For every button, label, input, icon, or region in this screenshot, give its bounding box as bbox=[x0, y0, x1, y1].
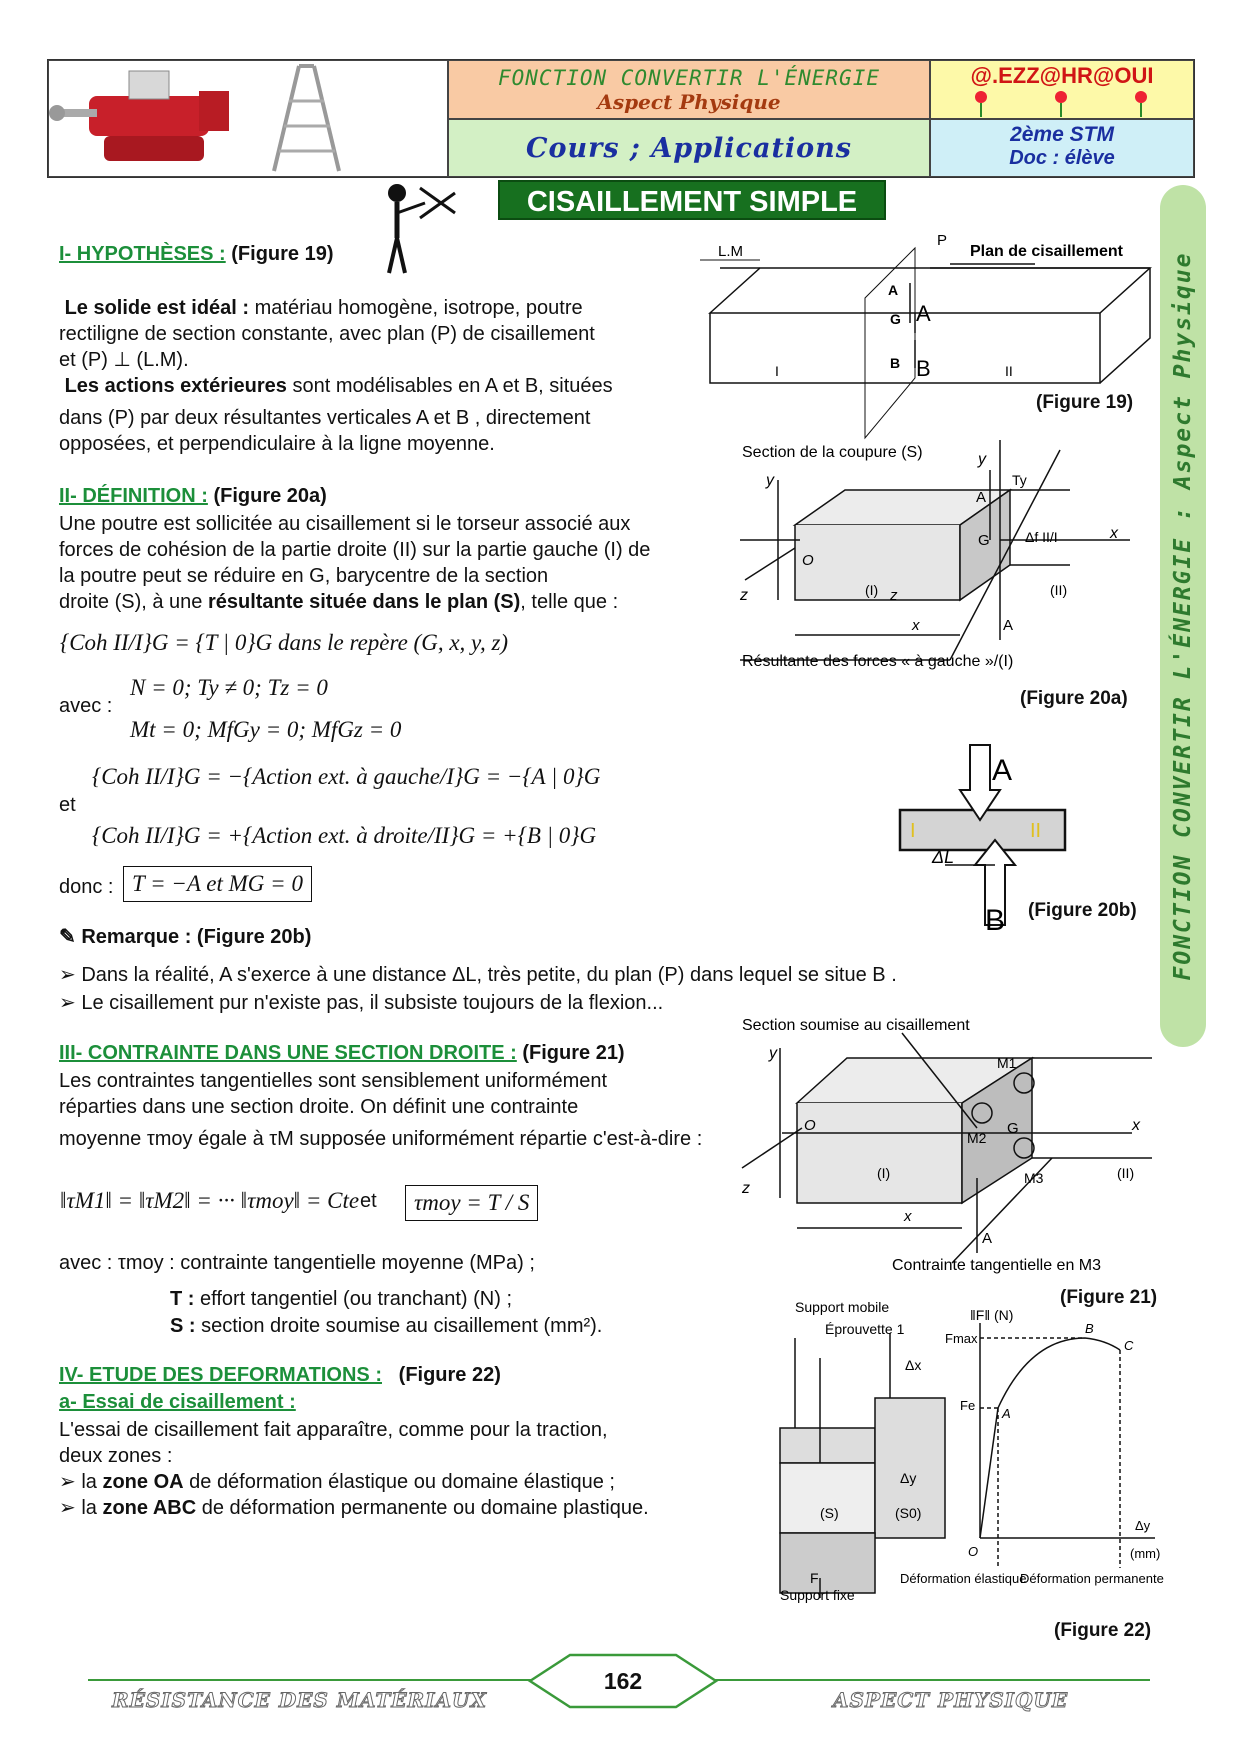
section-1-body bbox=[59, 295, 699, 457]
s3-T bbox=[170, 1286, 512, 1312]
fig22-xlabel: Δy bbox=[1135, 1518, 1151, 1533]
eq-gauche: {Coh II/I}G = −{Action ext. à gauche/I}G = −{A | 0}G bbox=[92, 764, 601, 789]
s3-T-label: T : bbox=[170, 1288, 195, 1310]
fig21-g: G bbox=[1007, 1120, 1019, 1137]
fig22-s: (S) bbox=[820, 1505, 839, 1521]
s1-t1: matériau homogène, isotrope, poutre bbox=[249, 297, 583, 319]
cours-title: Cours ; Applications bbox=[525, 133, 853, 164]
remarque-2: ➢ Le cisaillement pur n'existe pas, il subsiste toujours de la flexion... bbox=[59, 990, 663, 1016]
fig20a-section: Section de la coupure (S) bbox=[742, 444, 923, 461]
avec-label: avec : bbox=[59, 695, 113, 717]
fig20b-II: II bbox=[1030, 820, 1042, 842]
vise-ladder-icon bbox=[49, 61, 449, 178]
fig22-support-fixe: Support fixe bbox=[780, 1587, 855, 1603]
figure-20a bbox=[740, 440, 1160, 670]
fig19-I: I bbox=[775, 363, 779, 379]
section-3-body bbox=[59, 1068, 779, 1152]
section-2-heading bbox=[59, 485, 327, 508]
sidebar-text: FONCTION CONVERTIR L'ÉNERGIE : Aspect Physique bbox=[1170, 251, 1196, 981]
cours-cell bbox=[448, 119, 930, 177]
fig20a-ty: Ty bbox=[1012, 472, 1027, 488]
fig22-fmax: Fmax bbox=[945, 1331, 978, 1346]
aspect-title: Aspect Physique bbox=[597, 90, 781, 114]
scissors-man-icon bbox=[375, 178, 455, 278]
fig22-b: B bbox=[1085, 1321, 1094, 1336]
z1a: la bbox=[81, 1471, 103, 1493]
fig19-a: A bbox=[916, 301, 931, 326]
fig20a-x2: x bbox=[912, 617, 920, 634]
fig20b-I: I bbox=[910, 820, 916, 842]
function-title-cell bbox=[448, 60, 930, 119]
section-3-title: III- CONTRAINTE DANS UNE SECTION DROITE : bbox=[59, 1042, 517, 1064]
fig20a-g: G bbox=[978, 532, 990, 549]
fig20b-b: B bbox=[985, 904, 1006, 937]
fig22-eprouvette: Éprouvette 1 bbox=[825, 1321, 905, 1337]
fig22-ylabel: ‖F‖ (N) bbox=[970, 1307, 1014, 1323]
page-number: 162 bbox=[603, 1668, 643, 1694]
author-cell bbox=[930, 60, 1194, 119]
fig21-x: x bbox=[1132, 1117, 1140, 1134]
fig21-z: z bbox=[742, 1180, 750, 1197]
fig19-a-small: A bbox=[888, 282, 899, 298]
section-1-title: I- HYPOTHÈSES : bbox=[59, 243, 226, 265]
sub-a-title: a- Essai de cisaillement : bbox=[59, 1391, 296, 1413]
fig21-caption: (Figure 21) bbox=[1060, 1287, 1158, 1308]
section-1-ref: (Figure 19) bbox=[231, 243, 334, 265]
fig22-xunit: (mm) bbox=[1130, 1546, 1161, 1561]
fig22-caption: (Figure 22) bbox=[1054, 1620, 1152, 1641]
remarque-heading bbox=[59, 924, 311, 949]
fig19-b-small: B bbox=[890, 355, 901, 371]
fig20a-a1: A bbox=[976, 489, 987, 506]
section-1-heading bbox=[59, 243, 334, 266]
fig22-support-mobile: Support mobile bbox=[795, 1299, 890, 1315]
ext-actions-label: Les actions extérieures bbox=[64, 375, 287, 397]
fig19-g: G bbox=[890, 311, 901, 327]
footer-left: RÉSISTANCE DES MATÉRIAUX bbox=[112, 1688, 487, 1712]
zone-abc bbox=[59, 1495, 759, 1521]
fig21-a: A bbox=[982, 1230, 993, 1247]
fig19-plan: Plan de cisaillement bbox=[970, 243, 1123, 260]
sub-a-heading bbox=[59, 1391, 296, 1414]
fig22-c: C bbox=[1124, 1338, 1134, 1353]
fig19-lm: L.M bbox=[718, 243, 744, 260]
remarque-1: ➢ Dans la réalité, A s'exerce à une distance ΔL, très petite, du plan (P) dans lequel se situe B . bbox=[59, 962, 897, 988]
fig21-I: (I) bbox=[877, 1165, 891, 1181]
s2-t2: forces de cohésion de la partie droite (II) sur la partie gauche (I) de bbox=[59, 539, 651, 561]
s3-t3: moyenne τmoy égale à τM supposée uniformément répartie c'est-à-dire : bbox=[59, 1128, 703, 1150]
s1-t3: et (P) ⊥ (L.M). bbox=[59, 349, 189, 371]
section-4-ref: (Figure 22) bbox=[398, 1364, 501, 1386]
section-3-heading bbox=[59, 1042, 625, 1065]
eq-moments: Mt = 0; MfGy = 0; MfGz = 0 bbox=[130, 717, 402, 742]
fig22-f: F bbox=[810, 1570, 819, 1586]
section-4-heading bbox=[59, 1364, 501, 1387]
section-2-ref: (Figure 20a) bbox=[213, 485, 327, 507]
s3-T-text: effort tangentiel (ou tranchant) (N) ; bbox=[194, 1288, 513, 1310]
fig22-dx: Δx bbox=[905, 1357, 922, 1373]
level: 2ème STM bbox=[1010, 123, 1114, 146]
doc-type: Doc : élève bbox=[1009, 147, 1115, 169]
eq-efforts: N = 0; Ty ≠ 0; Tz = 0 bbox=[130, 675, 328, 700]
fig22-s0: (S0) bbox=[895, 1505, 922, 1521]
figure-21 bbox=[742, 1018, 1162, 1288]
s3-t2: réparties dans une section droite. On définit une contrainte bbox=[59, 1096, 579, 1118]
s3-t1: Les contraintes tangentielles sont sensiblement uniformément bbox=[59, 1070, 608, 1092]
pin-icon: ✎ bbox=[59, 926, 76, 948]
s1-t5: dans (P) par deux résultantes verticales A et B , directement bbox=[59, 407, 591, 429]
sidebar-band bbox=[1160, 185, 1206, 1047]
fig19-II: II bbox=[1005, 363, 1013, 379]
s2-t4c: , telle que : bbox=[520, 591, 619, 613]
fig21-o: O bbox=[804, 1117, 816, 1134]
eq-torseur: {Coh II/I}G = {T | 0}G dans le repère (G, x, y, z) bbox=[60, 630, 509, 655]
fig22-a: A bbox=[1002, 1406, 1011, 1421]
fig21-contrainte: Contrainte tangentielle en M3 bbox=[892, 1257, 1102, 1274]
section-3-ref: (Figure 21) bbox=[522, 1042, 625, 1064]
z2a: la bbox=[81, 1497, 103, 1519]
s2-t4a: droite (S), à une bbox=[59, 591, 208, 613]
fig22-o: O bbox=[968, 1544, 979, 1559]
fig20a-o: O bbox=[802, 552, 814, 569]
fig21-section: Section soumise au cisaillement bbox=[742, 1017, 970, 1034]
fig20a-df: Δf II/I bbox=[1025, 529, 1058, 545]
s3-S-label: S : bbox=[170, 1315, 196, 1337]
s3-S bbox=[170, 1313, 602, 1339]
fig20a-II: (II) bbox=[1050, 582, 1068, 598]
fig21-m2: M2 bbox=[967, 1130, 987, 1146]
s3-et: et bbox=[360, 1190, 377, 1212]
header-table bbox=[47, 59, 1195, 178]
fig20a-y2: y bbox=[978, 451, 986, 468]
fig19-p: P bbox=[937, 232, 948, 249]
fig19-b: B bbox=[916, 356, 931, 381]
zone-oa bbox=[59, 1469, 759, 1495]
s2-t1: Une poutre est sollicitée au cisaillement si le torseur associé aux bbox=[59, 513, 631, 535]
fig20b-caption: (Figure 20b) bbox=[1028, 900, 1137, 921]
et-label: et bbox=[59, 794, 76, 816]
z1c: de déformation élastique ou domaine élastique ; bbox=[183, 1471, 615, 1493]
s4-t1: L'essai de cisaillement fait apparaître, comme pour la traction, bbox=[59, 1419, 608, 1441]
fig21-y: y bbox=[769, 1045, 777, 1062]
s3-S-text: section droite soumise au cisaillement (mm²). bbox=[195, 1315, 603, 1337]
fig21-II: (II) bbox=[1117, 1165, 1135, 1181]
s2-t3: la poutre peut se réduire en G, barycentre de la section bbox=[59, 565, 549, 587]
section-4-title: IV- ETUDE DES DEFORMATIONS : bbox=[59, 1364, 382, 1386]
fig22-def-el: Déformation élastique bbox=[900, 1571, 1027, 1586]
remarque-title: Remarque : (Figure 20b) bbox=[81, 926, 312, 948]
fig20a-a2: A bbox=[1003, 617, 1014, 634]
fig21-m1: M1 bbox=[997, 1055, 1017, 1071]
fig19-caption: (Figure 19) bbox=[1036, 392, 1134, 413]
flowers-icon bbox=[931, 89, 1195, 117]
section-2-body bbox=[59, 511, 749, 615]
s3-avec: avec : τmoy : contrainte tangentielle moyenne (MPa) ; bbox=[59, 1252, 535, 1274]
s1-t4: sont modélisables en A et B, situées bbox=[286, 375, 613, 397]
fig20a-x: x bbox=[1110, 525, 1118, 542]
ideal-solid-label: Le solide est idéal : bbox=[64, 297, 250, 319]
s4-t2: deux zones : bbox=[59, 1445, 173, 1467]
s1-t6: opposées, et perpendiculaire à la ligne moyenne. bbox=[59, 433, 495, 455]
figure-22 bbox=[780, 1298, 1180, 1608]
z1b: zone OA bbox=[102, 1471, 184, 1493]
fig21-x2: x bbox=[904, 1208, 912, 1225]
fig20a-z: z bbox=[740, 587, 748, 604]
fig20b-a: A bbox=[992, 754, 1013, 787]
doc-cell bbox=[930, 119, 1194, 177]
eq-tau-moy: τmoy = T / S bbox=[405, 1185, 538, 1221]
author: @.EZZ@HR@OUI bbox=[970, 63, 1154, 88]
fig22-fe: Fe bbox=[960, 1398, 976, 1413]
s1-t2: rectiligne de section constante, avec plan (P) de cisaillement bbox=[59, 323, 595, 345]
section-2-title: II- DÉFINITION : bbox=[59, 485, 208, 507]
fig20b-dl: ΔL bbox=[932, 847, 955, 867]
s2-t4b: résultante située dans le plan (S) bbox=[207, 591, 521, 613]
eq-result-box: T = −A et MG = 0 bbox=[123, 866, 312, 902]
fig20a-result: Résultante des forces « à gauche »/(I) bbox=[742, 653, 1014, 670]
page-title: CISAILLEMENT SIMPLE bbox=[498, 180, 886, 220]
eq-tau-equal: ‖τM1‖ = ‖τM2‖ = ··· ‖τmoy‖ = Cte bbox=[60, 1188, 360, 1213]
function-title: FONCTION CONVERTIR L'ÉNERGIE bbox=[497, 66, 880, 90]
fig20a-caption: (Figure 20a) bbox=[1020, 688, 1128, 709]
fig22-def-perm: Déformation permanente bbox=[1020, 1571, 1164, 1586]
z2b: zone ABC bbox=[102, 1497, 197, 1519]
fig20a-y: y bbox=[766, 472, 774, 489]
fig20a-z2: z bbox=[890, 587, 898, 604]
section-4-body bbox=[59, 1417, 759, 1521]
fig22-dy: Δy bbox=[900, 1470, 917, 1486]
fig21-m3: M3 bbox=[1024, 1170, 1044, 1186]
donc-label: donc : bbox=[59, 876, 114, 898]
footer-right: ASPECT PHYSIQUE bbox=[833, 1688, 1069, 1712]
eq-droite: {Coh II/I}G = +{Action ext. à droite/II}G = +{B | 0}G bbox=[92, 823, 597, 848]
fig20a-I: (I) bbox=[865, 582, 879, 598]
z2c: de déformation permanente ou domaine plastique. bbox=[196, 1497, 649, 1519]
header-illustration bbox=[48, 60, 448, 177]
